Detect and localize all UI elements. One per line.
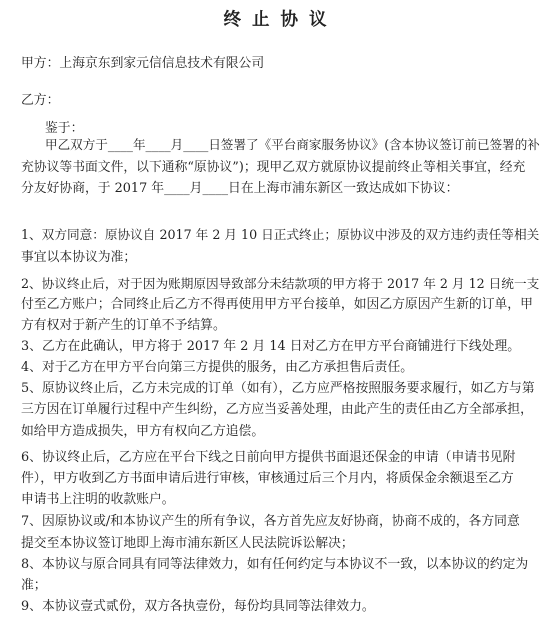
clause-2-line: 2、协议终止后，对于因为账期原因导致部分未结款项的甲方将于 2017 年 2 月 12 日统一支 (21, 276, 540, 291)
clause-3-line: 3、乙方在此确认，甲方将于 2017 年 2 月 14 日对乙方在甲方平台商铺进行下线处理。 (21, 339, 521, 354)
party-a: 甲方：上海京东到家元信信息技术有限公司 (21, 56, 265, 71)
clause-5-line: 5、原协议终止后，乙方未完成的订单（如有），乙方应严格按照服务要求履行，如乙方与第 (21, 381, 535, 396)
preamble-line: 甲乙双方于____年____月____日签署了《平台商家服务协议》(含本协议签订前已签署的补 (45, 137, 540, 152)
clause-6-line: 6、协议终止后，乙方应在平台下线之日前向甲方提供书面退还保金的申请（申请书见附 (21, 450, 516, 465)
clause-2-line: 方有权对于新产生的订单不予结算。 (21, 318, 226, 333)
clause-8-line: 准； (21, 578, 47, 593)
whereas-label: 鉴于： (45, 121, 84, 136)
document-title: 终止协议 (223, 10, 338, 30)
clause-7-line: 7、因原协议或/和本协议产生的所有争议，各方首先应友好协商，协商不成的，各方同意 (21, 514, 520, 529)
clause-6-line: 申请书上注明的收款账户。 (21, 492, 175, 507)
clause-2-line: 付至乙方账户；合同终止后乙方不得再使用甲方平台接单，如因乙方原因产生新的订单，甲 (21, 297, 533, 312)
clause-1-line: 事宜以本协议为准； (21, 250, 137, 265)
clause-5-line: 三方因在订单履行过程中产生纠纷，乙方应当妥善处理，由此产生的责任由乙方全部承担， (21, 402, 533, 417)
clause-1-line: 1、双方同意：原协议自 2017 年 2 月 10 日正式终止；原协议中涉及的双方违约责任等相关 (21, 227, 540, 242)
party-b: 乙方： (21, 93, 60, 108)
clause-6-line: 件），甲方收到乙方书面申请后进行审核，审核通过后三个月内，将质保金余额退至乙方 (21, 471, 514, 486)
preamble-line: 分友好协商，于 2017 年____月____日在上海市浦东新区一致达成如下协议： (21, 181, 459, 196)
preamble-line: 充协议等书面文件，以下通称“原协议”)；现甲乙双方就原协议提前终止等相关事宜，经充 (21, 160, 526, 175)
clause-8-line: 8、本协议与原合同具有同等法律效力，如有任何约定与本协议不一致，以本协议的约定为 (21, 557, 529, 572)
clause-9-line: 9、本协议壹式贰份，双方各执壹份，每份均具同等法律效力。 (21, 599, 375, 614)
clause-4-line: 4、对于乙方在甲方平台向第三方提供的服务，由乙方承担售后责任。 (21, 360, 414, 375)
clause-7-line: 提交至本协议签订地即上海市浦东新区人民法院诉讼解决； (21, 536, 354, 551)
clause-5-line: 如给甲方造成损失，甲方有权向乙方追偿。 (21, 424, 265, 439)
